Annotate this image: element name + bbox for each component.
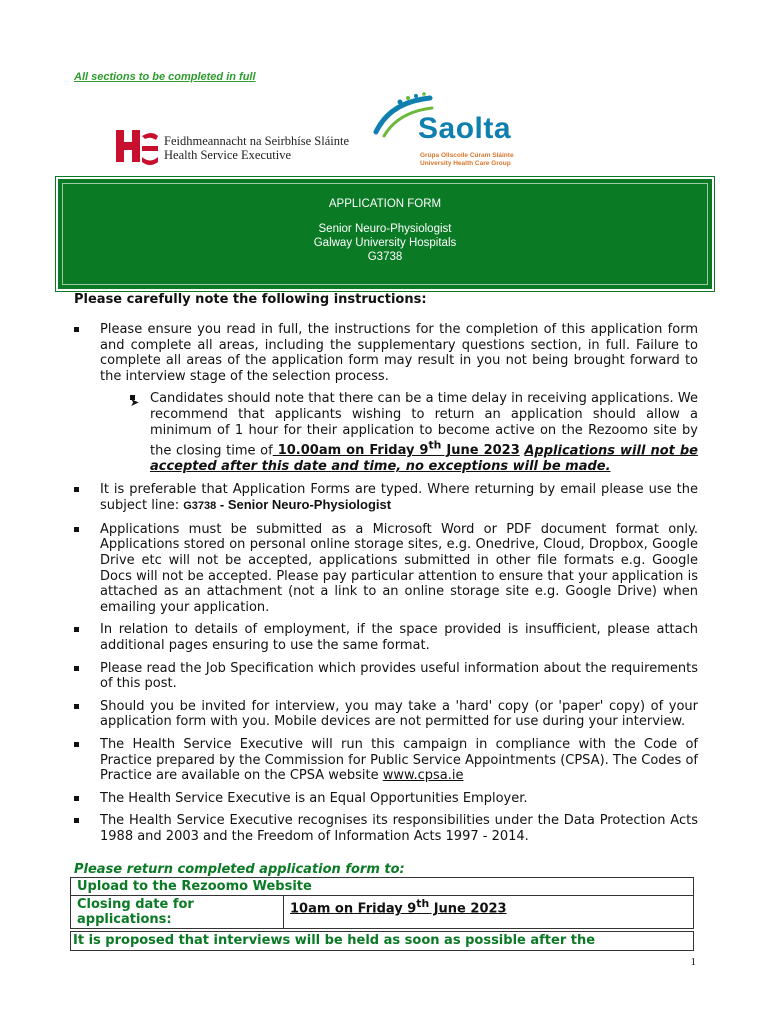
instruction-text: The Health Service Executive is an Equal Opportunities Employer. [100, 790, 528, 806]
banner-title: APPLICATION FORM [328, 198, 442, 210]
bullet-icon [74, 627, 79, 632]
bullet-icon [74, 818, 79, 823]
list-item [70, 699, 698, 730]
instruction-text: Please ensure you read in full, the instructions for the completion of this application form and complete all areas, including the supplementary questions section, in full. Failure to complete all areas of the application form may result in you not being brought forward to the interview stage of the selection process. [100, 322, 698, 384]
closing-time-text: 10.00am on Friday 9 [272, 443, 429, 459]
instruction-text: Should you be invited for interview, you may take a 'hard' copy (or 'paper' copy) of your application form with you. Mobile devices are not permitted for use during your interview. [100, 698, 698, 730]
closing-date-text: 10am on Friday 9 [290, 901, 417, 917]
closing-time [272, 439, 520, 459]
closing-time-suffix: th [428, 439, 442, 453]
hse-logo-line1: Feidhmeannacht na Seirbhíse Sláinte [164, 134, 350, 148]
subject-code: G3738 [183, 500, 217, 513]
return-table [70, 877, 694, 929]
subject-title: - Senior Neuro-Physiologist [216, 497, 392, 513]
list-item [70, 737, 698, 784]
bullet-icon [74, 327, 79, 332]
saolta-subtitle [420, 152, 514, 168]
instruction-text: It is preferable that Application Forms are typed. Where returning by email please use the subject line: [100, 481, 698, 514]
instruction-text: In relation to details of employment, if the space provided is insufficient, please attach additional pages ensuring to use the same format. [100, 622, 698, 654]
instruction-text: Applications must be submitted as a Microsoft Word or PDF document format only. Applications stored on personal online storage sites, e.g. Onedrive, Cloud, Dropbox, Google Drive etc will not be accepted, applications submitted in other file formats e.g. Google Docs will not be accepted. Please pay particular attention to ensure that your application is attached as an attachment (not a link to an online storage site e.g. Google Drive) when emailing your application. [100, 521, 698, 615]
hse-logo-line2: Health Service Executive [164, 148, 292, 162]
completion-note: All sections to be completed in full [74, 71, 256, 83]
closing-date-label: Closing date for applications: [71, 896, 284, 929]
closing-time-month: June 2023 [441, 443, 520, 459]
saolta-sub-line2: University Health Care Group [420, 160, 511, 167]
bullet-icon [74, 704, 79, 709]
hse-mark-icon [112, 126, 160, 166]
no-exceptions-note: Applications will not be accepted after this date and time, no exceptions will be made. [150, 443, 698, 475]
bullet-icon [74, 742, 79, 747]
bullet-icon [74, 487, 79, 492]
banner-post: Senior Neuro-Physiologist [318, 223, 452, 235]
table-row [71, 896, 694, 929]
saolta-sub-line1: Grúpa Ollscoile Cúram Sláinte [420, 152, 514, 159]
list-item [70, 622, 698, 653]
page-number: 1 [690, 956, 696, 968]
interview-note: It is proposed that interviews will be held as soon as possible after the [70, 931, 694, 951]
closing-date-value [284, 896, 694, 929]
list-item [70, 522, 698, 616]
banner-location: Galway University Hospitals [313, 237, 457, 249]
list-item [70, 813, 698, 844]
banner-code: G3738 [367, 251, 403, 263]
bullet-icon [74, 527, 79, 532]
upload-instruction: Upload to the Rezoomo Website [71, 878, 694, 896]
instructions-heading: Please carefully note the following instructions: [74, 292, 427, 307]
closing-date-month: June 2023 [429, 901, 507, 917]
saolta-name: Saolta [418, 112, 512, 145]
list-item [70, 661, 698, 692]
banner-text [58, 197, 712, 264]
hse-logo [112, 126, 352, 166]
cpsa-link[interactable]: www.cpsa.ie [382, 768, 464, 784]
list-item [70, 791, 698, 807]
instruction-text: The Health Service Executive recognises its responsibilities under the Data Protection Acts 1988 and 2003 and the Freedom of Information Acts 1997 - 2014. [100, 813, 698, 844]
application-banner [56, 177, 714, 291]
list-item [70, 482, 698, 515]
list-item [70, 322, 698, 475]
closing-date-suffix: th [416, 897, 430, 910]
instruction-text: Please read the Job Specification which provides useful information about the requirements of this post. [100, 660, 698, 692]
bullet-icon [74, 666, 79, 671]
instruction-text: The Health Service Executive will run this campaign in compliance with the Code of Practice prepared by the Commission for Public Service Appointments (CPSA). The Codes of Practice are available on the CPSA website [100, 736, 698, 784]
table-row [71, 878, 694, 896]
arrow-bullet-icon: ➤ [130, 396, 140, 410]
saolta-logo [370, 92, 540, 172]
sub-list-item [100, 391, 698, 474]
return-heading: Please return completed application form to: [74, 862, 405, 877]
hse-logo-text [164, 134, 349, 162]
bullet-icon [74, 796, 79, 801]
instructions-list [70, 322, 698, 852]
delay-note: Candidates should note that there can be a time delay in receiving applications. We recommend that applicants wishing to return an application should allow a minimum of 1 hour for their application to become active on the Rezoomo site by the closing time of [150, 391, 698, 459]
